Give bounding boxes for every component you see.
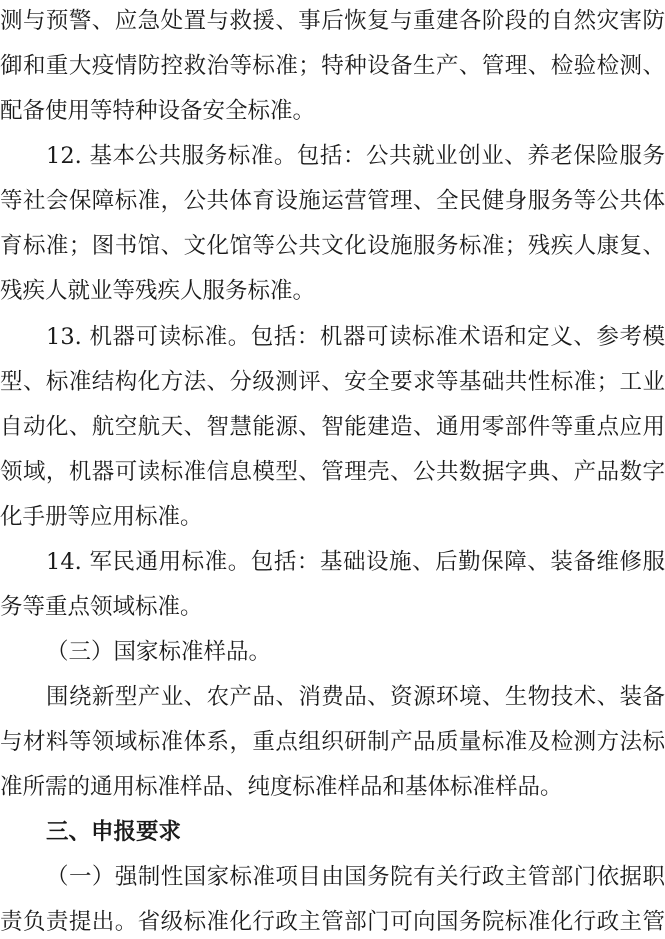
item-12-line: 等社会保障标准，公共体育设施运营管理、全民健身服务等公共体: [0, 188, 665, 214]
text-line: 配备使用等特种设备安全标准。: [0, 98, 316, 124]
item-14-line: 14. 军民通用标准。包括：基础设施、后勤保障、装备维修服: [46, 549, 665, 575]
text-line: 测与预警、应急处置与救援、事后恢复与重建各阶段的自然灾害防: [0, 8, 665, 34]
subsection-heading: （三）国家标准样品。: [46, 639, 272, 665]
item-13-line: 领域，机器可读标准信息模型、管理壳、公共数据字典、产品数字: [0, 459, 665, 485]
samples-line: 围绕新型产业、农产品、消费品、资源环境、生物技术、装备: [46, 684, 665, 710]
item-13-line: 自动化、航空航天、智慧能源、智能建造、通用零部件等重点应用: [0, 414, 665, 440]
section-heading: 三、申报要求: [46, 819, 182, 845]
requirement-line: （一）强制性国家标准项目由国务院有关行政主管部门依据职: [46, 864, 665, 890]
item-12-line: 12. 基本公共服务标准。包括：公共就业创业、养老保险服务: [46, 143, 665, 169]
text-line: 御和重大疫情防控救治等标准；特种设备生产、管理、检验检测、: [0, 53, 665, 79]
samples-line: 准所需的通用标准样品、纯度标准样品和基体标准样品。: [0, 774, 563, 800]
requirement-line: 责负责提出。省级标准化行政主管部门可向国务院标准化行政主管: [0, 909, 665, 935]
item-13-line: 化手册等应用标准。: [0, 504, 203, 530]
item-12-line: 育标准；图书馆、文化馆等公共文化设施服务标准；残疾人康复、: [0, 233, 665, 259]
item-14-line: 务等重点领域标准。: [0, 594, 203, 620]
item-13-line: 型、标准结构化方法、分级测评、安全要求等基础共性标准；工业: [0, 369, 665, 395]
item-12-line: 残疾人就业等残疾人服务标准。: [0, 278, 316, 304]
item-13-line: 13. 机器可读标准。包括：机器可读标准术语和定义、参考模: [46, 324, 665, 350]
samples-line: 与材料等领域标准体系，重点组织研制产品质量标准及检测方法标: [0, 729, 665, 755]
